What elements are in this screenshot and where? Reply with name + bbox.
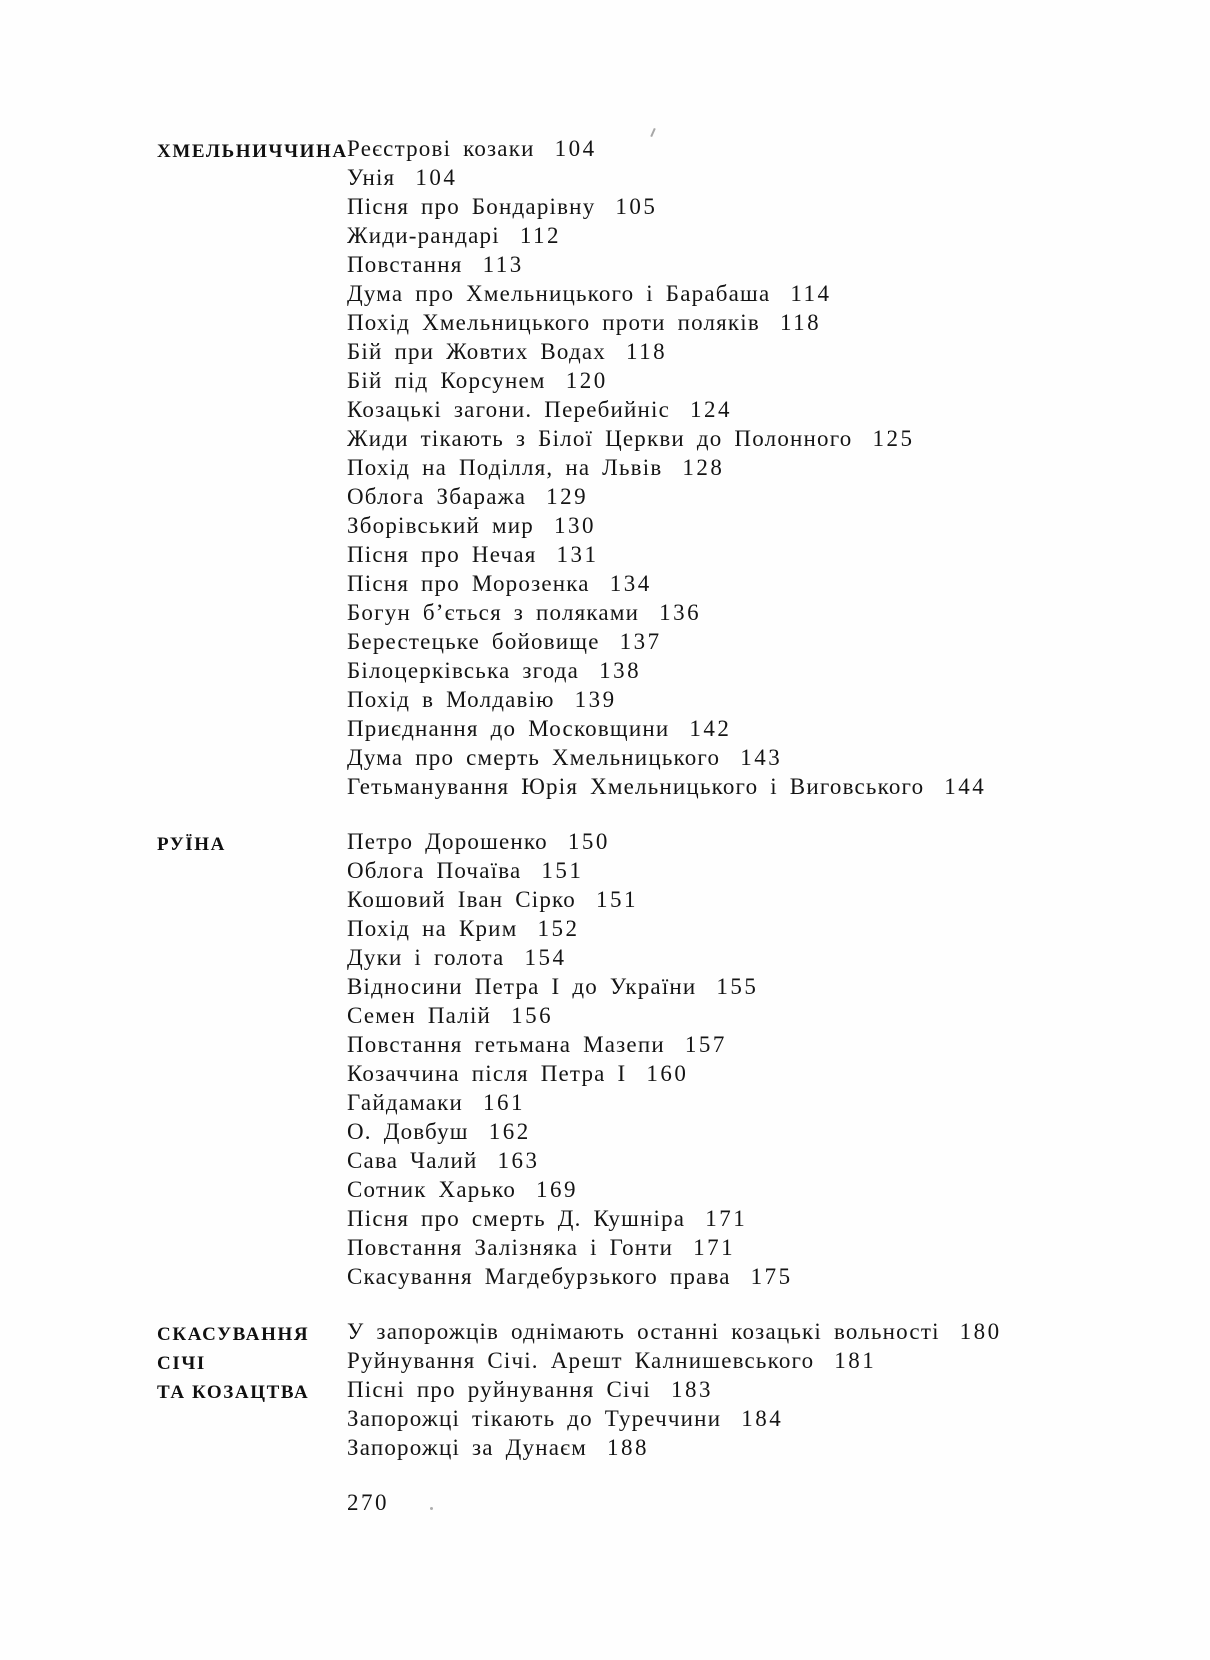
entry-page-number: 129: [546, 484, 589, 509]
toc-entry: [347, 250, 1002, 279]
entry-page-number: 105: [615, 194, 658, 219]
toc-content: [157, 134, 1002, 1517]
entry-page-number: 143: [740, 745, 783, 770]
entry-page-number: 113: [482, 252, 524, 277]
toc-entry: [347, 395, 1002, 424]
section-header-line: ХМЕЛЬНИЧЧИНА: [157, 141, 348, 162]
entry-page-number: 124: [690, 397, 733, 422]
section-entries: [347, 134, 1002, 801]
toc-entry: [347, 685, 1002, 714]
section-header: [157, 134, 347, 166]
entry-page-number: 171: [705, 1206, 748, 1231]
section-entries: [347, 827, 1002, 1291]
entry-title: Дуки і голота: [347, 945, 505, 970]
toc-entry: [347, 885, 1002, 914]
toc-entry: [347, 656, 1002, 685]
entry-page-number: 144: [944, 774, 987, 799]
toc-section: [157, 827, 1002, 1291]
entry-title: Скасування Магдебурзького права: [347, 1264, 731, 1289]
section-header-line: ТА КОЗАЦТВА: [157, 1382, 310, 1403]
toc-entry: [347, 1117, 1002, 1146]
toc-entry: [347, 1030, 1002, 1059]
toc-entry: [347, 972, 1002, 1001]
toc-entry: [347, 192, 1002, 221]
toc-entry: [347, 1088, 1002, 1117]
toc-entry: [347, 914, 1002, 943]
entry-title: Сотник Харько: [347, 1177, 517, 1202]
toc-entry: [347, 1059, 1002, 1088]
entry-title: Дума про смерть Хмельницького: [347, 745, 721, 770]
toc-entry: [347, 337, 1002, 366]
entry-page-number: 181: [834, 1348, 877, 1373]
entry-page-number: 162: [488, 1119, 531, 1144]
entry-page-number: 112: [519, 223, 561, 248]
entry-title: Сава Чалий: [347, 1148, 478, 1173]
entry-title: Запорожці за Дунаєм: [347, 1435, 587, 1460]
entry-title: Бій під Корсунем: [347, 368, 546, 393]
toc-entry: [347, 714, 1002, 743]
entry-page-number: 156: [511, 1003, 554, 1028]
toc-entry: [347, 856, 1002, 885]
entry-title: Дума про Хмельницького і Барабаша: [347, 281, 771, 306]
toc-entry: [347, 1404, 1002, 1433]
entry-page-number: 154: [524, 945, 567, 970]
entry-title: Унія: [347, 165, 396, 190]
entry-title: Пісні про руйнування Січі: [347, 1377, 651, 1402]
entry-page-number: 171: [693, 1235, 736, 1260]
scan-artifact-dot: [430, 1507, 433, 1510]
toc-entry: [347, 540, 1002, 569]
toc-entry: [347, 743, 1002, 772]
toc-entry: [347, 1317, 1002, 1346]
entry-title: Білоцерківська згода: [347, 658, 580, 683]
entry-page-number: 137: [619, 629, 662, 654]
toc-entry: [347, 1175, 1002, 1204]
entry-page-number: 188: [606, 1435, 649, 1460]
entry-page-number: 131: [556, 542, 599, 567]
section-header-line: СКАСУВАННЯ: [157, 1324, 310, 1345]
toc-entry: [347, 134, 1002, 163]
entry-title: Відносини Петра І до України: [347, 974, 697, 999]
section-header-line: РУЇНА: [157, 834, 226, 855]
toc-section: [157, 1317, 1002, 1462]
toc-entry: [347, 221, 1002, 250]
entry-title: Облога Збаража: [347, 484, 527, 509]
toc-entry: [347, 943, 1002, 972]
toc-entry: [347, 598, 1002, 627]
toc-entry: [347, 163, 1002, 192]
entry-title: Приєднання до Московщини: [347, 716, 670, 741]
entry-title: Бій при Жовтих Водах: [347, 339, 606, 364]
entry-page-number: 128: [682, 455, 725, 480]
toc-entry: [347, 482, 1002, 511]
entry-title: Зборівський мир: [347, 513, 534, 538]
entry-title: Запорожці тікають до Туреччини: [347, 1406, 722, 1431]
entry-page-number: 161: [483, 1090, 526, 1115]
entry-title: Пісня про смерть Д. Кушніра: [347, 1206, 686, 1231]
entry-page-number: 142: [689, 716, 732, 741]
entry-page-number: 157: [684, 1032, 727, 1057]
entry-page-number: 138: [599, 658, 642, 683]
entry-title: Похід в Молдавію: [347, 687, 555, 712]
entry-page-number: 125: [872, 426, 915, 451]
entry-title: Похід Хмельницького проти поляків: [347, 310, 760, 335]
toc-entry: [347, 627, 1002, 656]
entry-page-number: 120: [565, 368, 608, 393]
entry-page-number: 150: [567, 829, 610, 854]
section-entries: [347, 1317, 1002, 1462]
toc-entry: [347, 511, 1002, 540]
entry-page-number: 155: [716, 974, 759, 999]
entry-title: Гайдамаки: [347, 1090, 464, 1115]
entry-title: Пісня про Нечая: [347, 542, 537, 567]
toc-entry: [347, 1146, 1002, 1175]
toc-entry: [347, 1233, 1002, 1262]
entry-page-number: 151: [541, 858, 584, 883]
entry-title: Семен Палій: [347, 1003, 492, 1028]
entry-page-number: 136: [659, 600, 702, 625]
entry-title: Петро Дорошенко: [347, 829, 548, 854]
toc-entry: [347, 1204, 1002, 1233]
toc-entry: [347, 827, 1002, 856]
entry-page-number: 184: [741, 1406, 784, 1431]
entry-title: Облога Почаїва: [347, 858, 522, 883]
section-header: [157, 1317, 347, 1407]
toc-entry: [347, 1262, 1002, 1291]
entry-page-number: 130: [553, 513, 596, 538]
toc-entry: [347, 1375, 1002, 1404]
entry-title: Похід на Поділля, на Львів: [347, 455, 663, 480]
page-number: 270: [347, 1490, 389, 1515]
section-header: [157, 827, 347, 859]
entry-title: Повстання: [347, 252, 463, 277]
toc-entry: [347, 772, 1002, 801]
entry-page-number: 151: [595, 887, 638, 912]
toc-entry: [347, 569, 1002, 598]
toc-entry: [347, 279, 1002, 308]
entry-title: Повстання гетьмана Мазепи: [347, 1032, 665, 1057]
entry-page-number: 104: [415, 165, 458, 190]
toc-entry: [347, 366, 1002, 395]
entry-title: Богун б’ється з поляками: [347, 600, 640, 625]
entry-title: Гетьманування Юрія Хмельницького і Виговського: [347, 774, 925, 799]
entry-page-number: 163: [497, 1148, 540, 1173]
entry-page-number: 180: [959, 1319, 1002, 1344]
entry-page-number: 118: [625, 339, 668, 364]
entry-title: Козацькі загони. Перебийніс: [347, 397, 671, 422]
entry-title: Кошовий Іван Сірко: [347, 887, 576, 912]
entry-title: Похід на Крим: [347, 916, 518, 941]
entry-page-number: 160: [646, 1061, 689, 1086]
toc-sections: [157, 134, 1002, 1462]
entry-page-number: 114: [790, 281, 832, 306]
entry-page-number: 134: [609, 571, 652, 596]
entry-page-number: 118: [779, 310, 822, 335]
entry-page-number: 175: [750, 1264, 793, 1289]
entry-title: Жиди-рандарі: [347, 223, 500, 248]
toc-section: [157, 134, 1002, 801]
entry-title: Повстання Залізняка і Гонти: [347, 1235, 674, 1260]
entry-title: Козаччина після Петра І: [347, 1061, 627, 1086]
toc-entry: [347, 1001, 1002, 1030]
entry-title: Берестецьке бойовище: [347, 629, 600, 654]
entry-page-number: 152: [537, 916, 580, 941]
entry-title: Пісня про Морозенка: [347, 571, 590, 596]
entry-title: Пісня про Бондарівну: [347, 194, 596, 219]
entry-title: У запорожців однімають останні козацькі вольності: [347, 1319, 940, 1344]
entry-title: Руйнування Січі. Арешт Калнишевського: [347, 1348, 815, 1373]
entry-page-number: 139: [574, 687, 617, 712]
toc-entry: [347, 424, 1002, 453]
entry-page-number: 169: [536, 1177, 579, 1202]
entry-page-number: 183: [670, 1377, 713, 1402]
entry-title: Реєстрові козаки: [347, 136, 535, 161]
toc-entry: [347, 308, 1002, 337]
toc-entry: [347, 1346, 1002, 1375]
entry-title: О. Довбуш: [347, 1119, 469, 1144]
toc-entry: [347, 1433, 1002, 1462]
entry-page-number: 104: [554, 136, 597, 161]
entry-title: Жиди тікають з Білої Церкви до Полонного: [347, 426, 853, 451]
section-header-line: СІЧІ: [157, 1353, 206, 1374]
toc-entry: [347, 453, 1002, 482]
